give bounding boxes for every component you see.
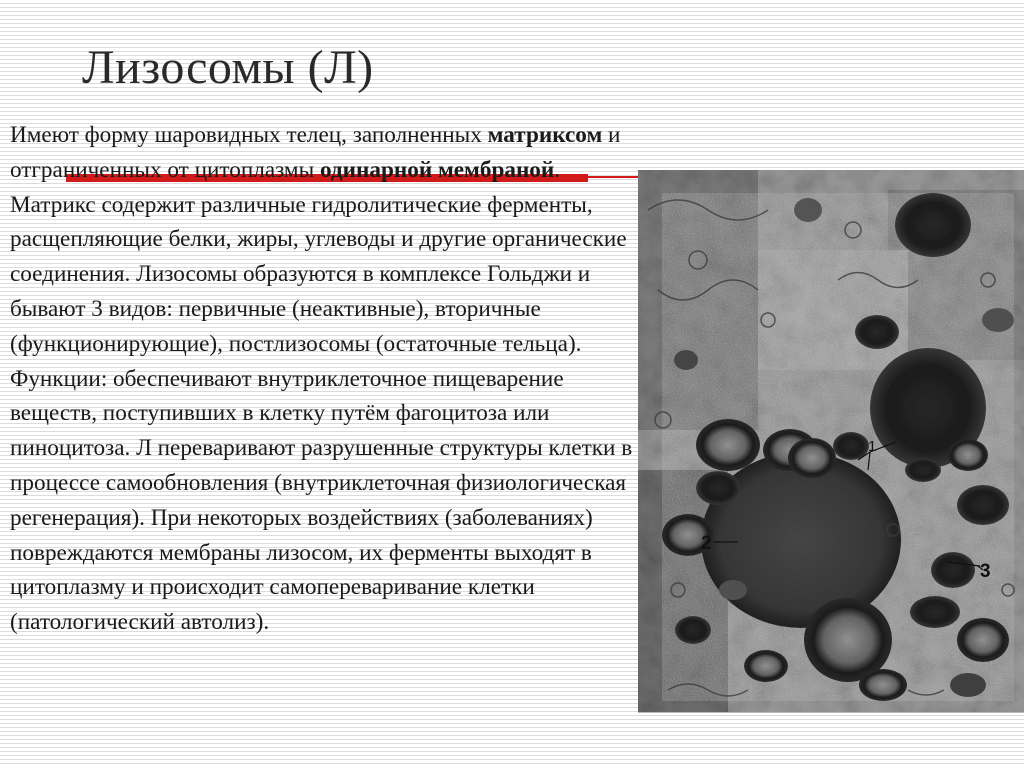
term-single-membrane: одинарной мембраной <box>320 156 555 183</box>
micrograph-label-1: 1 <box>868 438 877 455</box>
frame-divider-bottom <box>638 712 1024 713</box>
electron-micrograph <box>638 170 1024 712</box>
body-text-segment: . Матрикс содержит различные гидролитические ферменты, расщепляющие белки, жиры, углеводы и другие органические соединения. Лизосомы образуются в комплексе Гольджи и бывают 3 видов: первичные (неактивные), вторичные (функционирующие), постлизосомы (остаточные тельца). <box>10 156 627 357</box>
micrograph-label-2: 2 <box>701 533 712 554</box>
micrograph-label-3: 3 <box>980 561 991 582</box>
body-text-functions: Функции: обеспечивают внутриклеточное пищеварение веществ, поступивших в клетку путём фагоцитоза или пиноцитоза. Л переваривают разрушенные структуры клетки в процессе самообновления (внутриклеточная физиологическая регенерация). При некоторых воздействиях (заболеваниях) повреждаются мембраны лизосом, их ферменты выходят в цитоплазму и происходит самопереваривание клетки (патологический автолиз). <box>10 365 633 636</box>
slide-title: Лизосомы (Л) <box>82 41 374 94</box>
body-text-segment: и отграниченных от цитоплазмы <box>10 122 621 183</box>
body-text-segment: Имеют форму шаровидных телец, заполненных <box>10 122 488 148</box>
body-text <box>10 118 635 640</box>
term-matrix: матриксом <box>487 122 603 148</box>
